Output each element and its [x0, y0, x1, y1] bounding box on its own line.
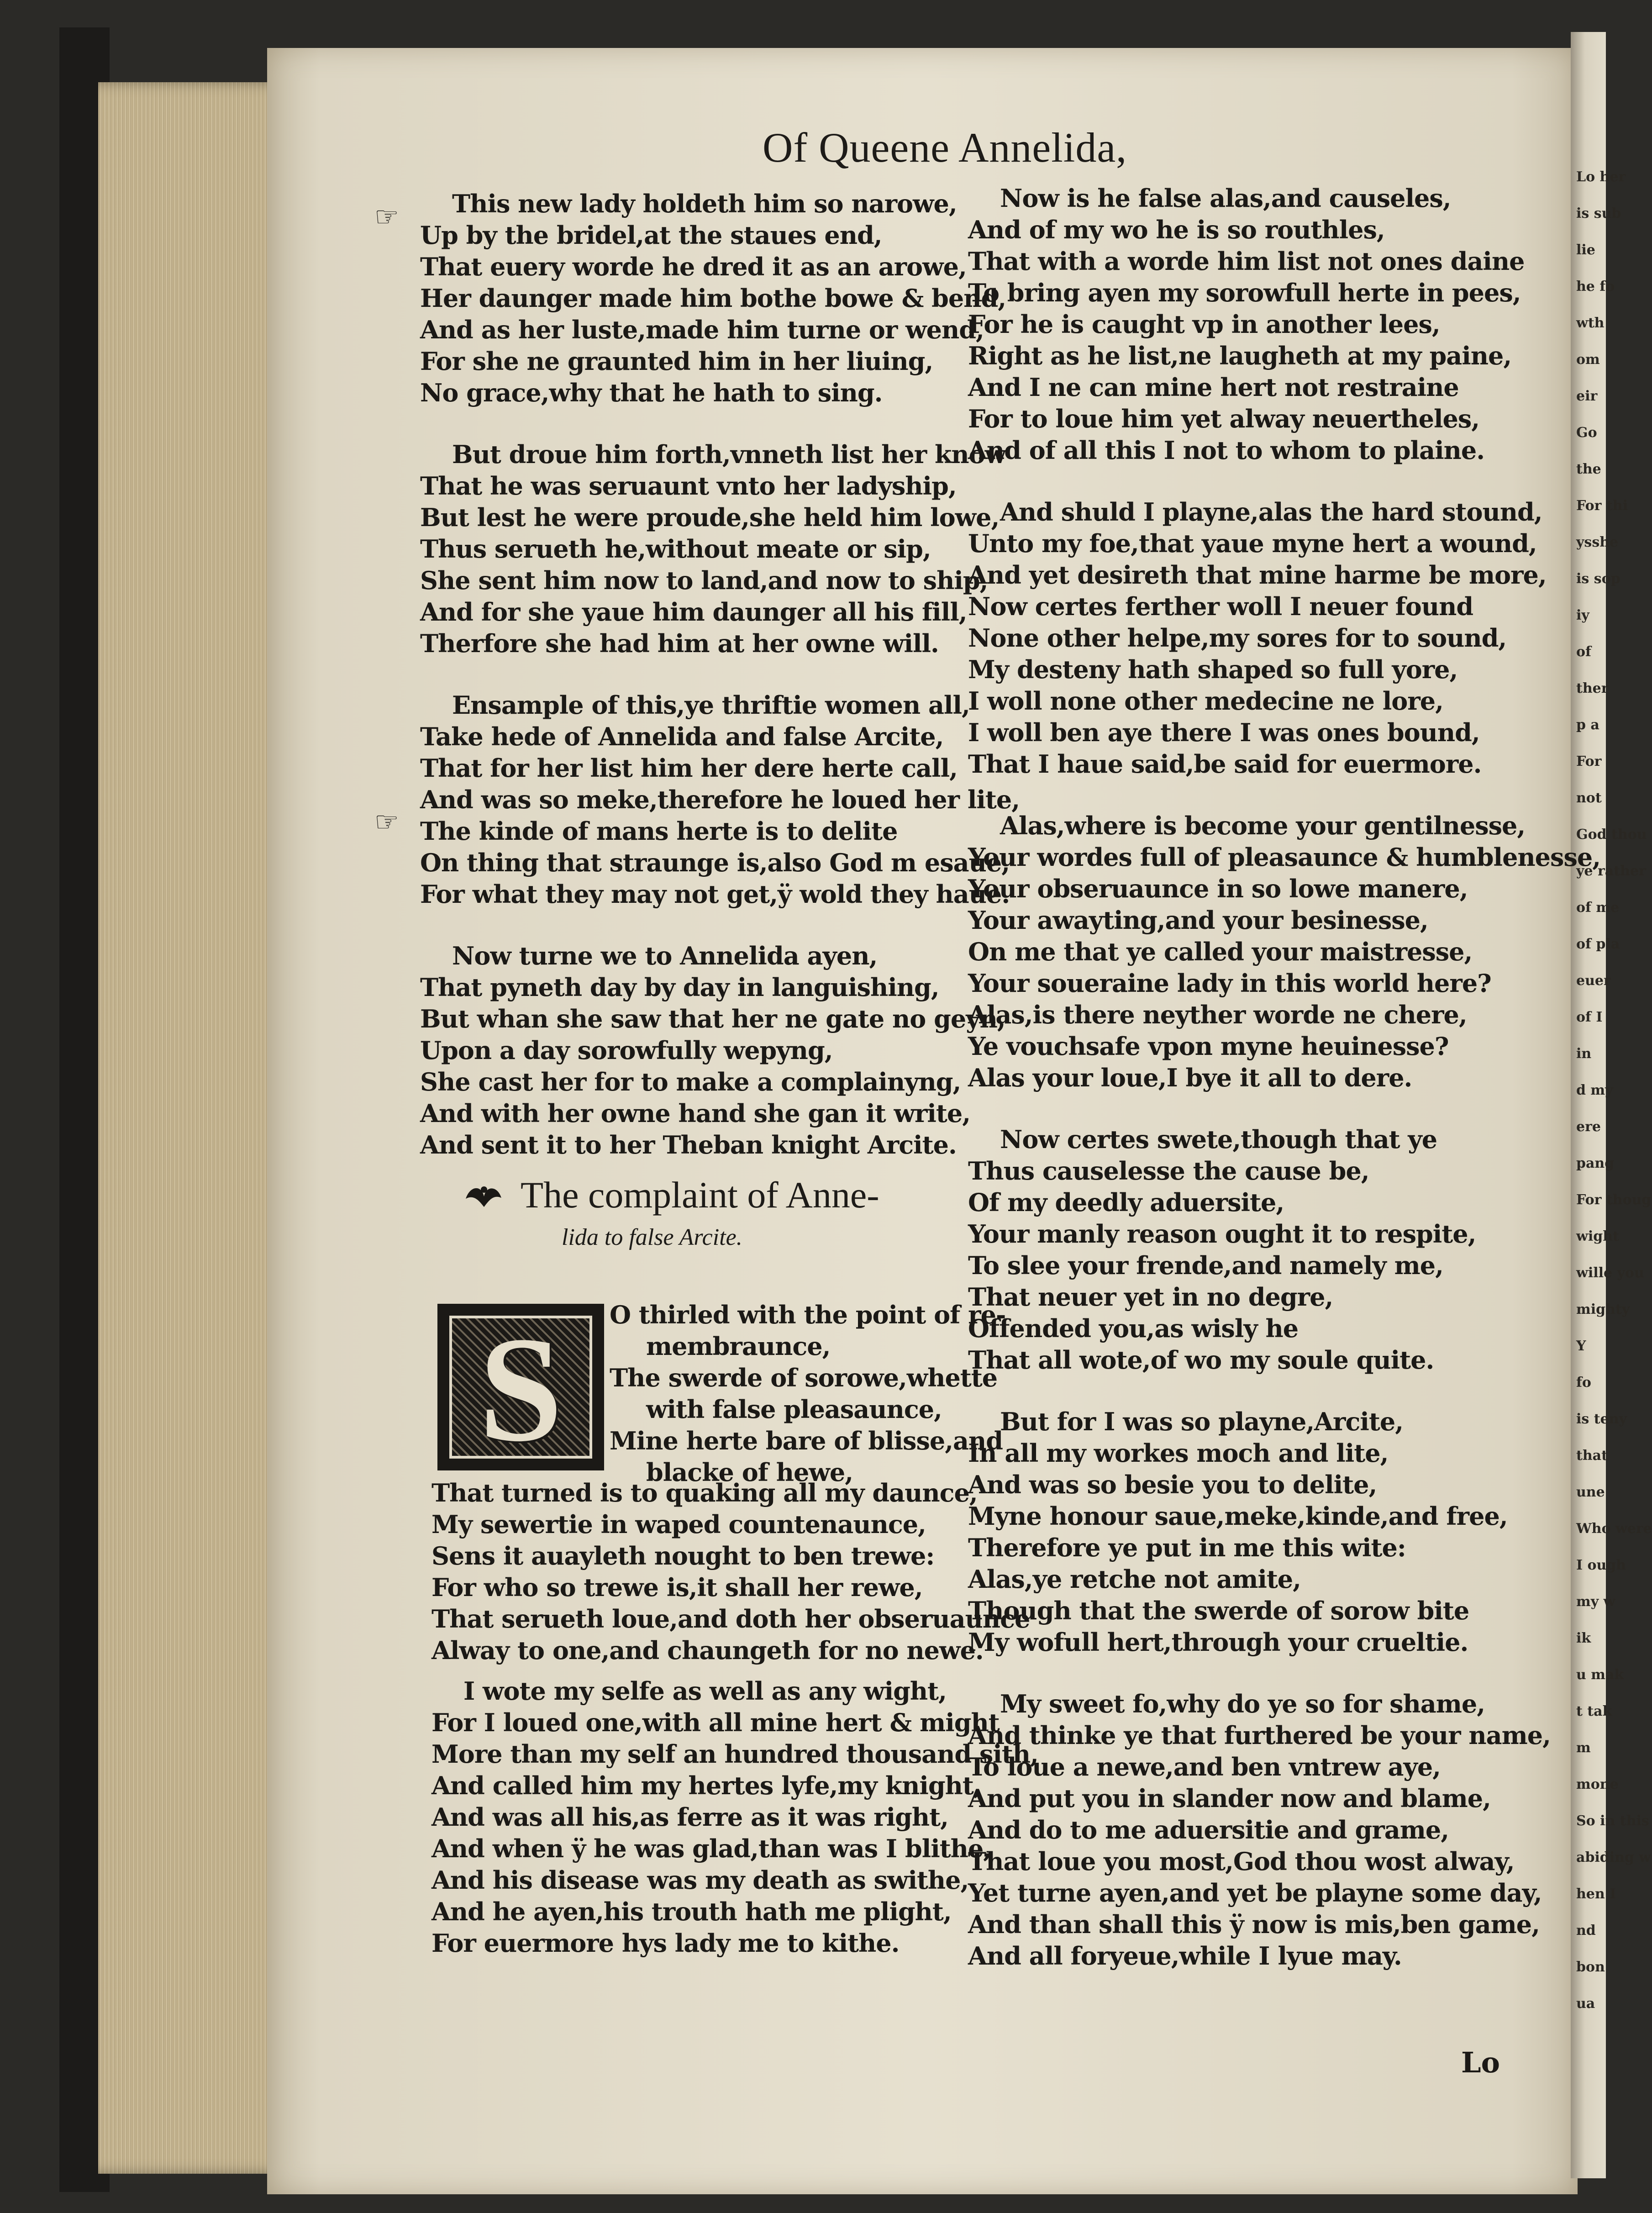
verse-line: Now certes ferther woll I neuer found — [968, 592, 1473, 621]
verse-line: And I ne can mine hert not restraine — [968, 373, 1459, 402]
bleed-fragment: euer — [1576, 973, 1611, 989]
verse-line: And thinke ye that furthered be your name, — [968, 1721, 1551, 1750]
bleed-fragment: ik — [1576, 1630, 1591, 1646]
verse-line: For what they may not get,ÿ wold they haue. — [420, 880, 1010, 909]
bleed-fragment: in — [1576, 1046, 1592, 1062]
bleed-fragment: m — [1576, 1740, 1591, 1756]
page-edges — [98, 82, 290, 2174]
verse-line: But for I was so playne,Arcite, — [1000, 1407, 1403, 1436]
stanza — [420, 439, 1020, 659]
bleed-fragment: ye rather — [1576, 863, 1646, 879]
bleed-fragment: wille you — [1576, 1265, 1644, 1281]
verse-line: membraunce, — [646, 1332, 831, 1361]
verse-line: And he ayen,his trouth hath me plight, — [431, 1897, 952, 1926]
bleed-fragment: Go — [1576, 425, 1597, 441]
bleed-fragment: So in this — [1576, 1813, 1649, 1829]
verse-line: For who so trewe is,it shall her rewe, — [431, 1573, 923, 1602]
verse-line: But whan she saw that her ne gate no geyn, — [420, 1004, 1005, 1033]
verse-line: This new lady holdeth him so narowe, — [452, 189, 957, 218]
right-column — [968, 183, 1600, 2002]
bleed-fragment: is teny — [1576, 1411, 1627, 1427]
bleed-fragment: of pla — [1576, 936, 1620, 952]
running-header: Of Queene Annelida, — [763, 124, 1127, 171]
verse-line: Yet turne ayen,and yet be playne some day, — [968, 1878, 1542, 1907]
verse-line: And was so besie you to delite, — [968, 1470, 1377, 1499]
bleed-fragment: t tak — [1576, 1703, 1612, 1719]
verse-line: O thirled with the point of re- — [610, 1300, 1006, 1329]
bleed-fragment: u mak — [1576, 1667, 1624, 1683]
bleed-fragment: my w — [1576, 1594, 1615, 1610]
bleed-fragment: Who were — [1576, 1521, 1652, 1537]
bleed-fragment: For thi — [1576, 498, 1628, 514]
verse-line: My desteny hath shaped so full yore, — [968, 655, 1458, 684]
bleed-fragment: bon — [1576, 1959, 1605, 1975]
bleed-fragment: ysshe — [1576, 534, 1619, 550]
verse-line: The swerde of sorowe,whette — [610, 1363, 998, 1392]
verse-line: That pyneth day by day in languishing, — [420, 973, 939, 1002]
verse-line: For euermore hys lady me to kithe. — [431, 1928, 900, 1958]
verse-line: But droue him forth,vnneth list her know — [452, 440, 1006, 469]
bleed-fragment: I ough — [1576, 1557, 1626, 1573]
verse-line: And put you in slander now and blame, — [968, 1784, 1491, 1813]
bleed-fragment: pang — [1576, 1155, 1615, 1171]
decorated-initial: S — [437, 1304, 604, 1470]
verse-line: More than my self an hundred thousand sith, — [431, 1739, 1038, 1769]
verse-line: Therefore ye put in me this wite: — [968, 1533, 1406, 1562]
bleed-fragment: iy — [1576, 607, 1589, 623]
verse-line: Ensample of this,ye thriftie women all, — [452, 690, 970, 720]
bleed-fragment: not — [1576, 790, 1602, 806]
verse-line: Take hede of Annelida and false Arcite, — [420, 722, 944, 751]
verse-line: And of all this I not to whom to plaine. — [968, 436, 1484, 465]
verse-line: She sent him now to land,and now to ship, — [420, 566, 988, 595]
bleed-fragment: nd — [1576, 1923, 1596, 1939]
verse-line: That for her list him her dere herte call, — [420, 753, 958, 783]
complaint-subtitle: lida to false Arcite. — [562, 1224, 742, 1250]
complaint-stanzas — [431, 1477, 1038, 1989]
verse-line: And with her owne hand she gan it write, — [420, 1099, 971, 1128]
bleed-fragment: of I — [1576, 1009, 1603, 1025]
stanza — [420, 690, 1020, 910]
verse-line: To bring ayen my sorowfull herte in pees, — [968, 278, 1521, 307]
bleed-fragment: For thoug — [1576, 1192, 1652, 1208]
verse-line: For I loued one,with all mine hert & might — [431, 1708, 1000, 1737]
bleed-fragment: abiding w — [1576, 1849, 1651, 1865]
verse-line: Alway to one,and chaungeth for no newe. — [431, 1636, 984, 1665]
bleed-fragment: that — [1576, 1448, 1608, 1464]
verse-line: And as her luste,made him turne or wend, — [420, 315, 984, 344]
verse-line: Myne honour saue,meke,kinde,and free, — [968, 1502, 1508, 1531]
verse-line: To slee your frende,and namely me, — [968, 1251, 1443, 1280]
verse-line: Now certes swete,though that ye — [1000, 1125, 1437, 1154]
verse-line: Though that the swerde of sorow bite — [968, 1596, 1469, 1625]
verse-line: For she ne graunted him in her liuing, — [420, 347, 933, 376]
bleed-fragment: une — [1576, 1484, 1605, 1500]
bleed-fragment: of me — [1576, 900, 1620, 916]
verse-line: Therfore she had him at her owne will. — [420, 629, 939, 658]
stanza — [968, 810, 1600, 1094]
verse-line: Alas,ye retche not amite, — [968, 1565, 1301, 1594]
verse-line: Your wordes full of pleasaunce & humblenesse, — [968, 843, 1600, 872]
complaint-title: The complaint of Anne- — [521, 1174, 879, 1216]
stanza — [968, 1406, 1600, 1658]
bleed-fragment: ere — [1576, 1119, 1601, 1135]
verse-line: That all wote,of wo my soule quite. — [968, 1345, 1434, 1375]
verse-line: And all foryeue,while I lyue may. — [968, 1941, 1402, 1971]
fleuron-ornament-icon — [461, 1180, 505, 1212]
verse-line: No grace,why that he hath to sing. — [420, 378, 883, 407]
verse-line: That neuer yet in no degre, — [968, 1282, 1333, 1312]
verse-line: But lest he were proude,she held him lowe, — [420, 503, 1000, 532]
stanza — [431, 1676, 1038, 1959]
verse-line: My sweet fo,why do ye so for shame, — [1000, 1689, 1485, 1718]
verse-line: Alas your loue,I bye it all to dere. — [968, 1063, 1412, 1092]
verse-line: And was so meke,therefore he loued her lite, — [420, 785, 1020, 814]
stanza — [968, 496, 1600, 780]
bleed-fragment: mone — [1576, 1776, 1619, 1792]
bleed-fragment: mighty — [1576, 1301, 1630, 1317]
verse-line: Right as he list,ne laugheth at my paine, — [968, 341, 1512, 370]
verse-line: My wofull hert,through your crueltie. — [968, 1628, 1468, 1657]
verse-line: with false pleasaunce, — [646, 1395, 942, 1424]
verse-line: And when ÿ he was glad,than was I blithe, — [431, 1834, 992, 1863]
verse-line: I woll ben aye there I was ones bound, — [968, 718, 1480, 747]
bleed-fragment: Lo her — [1576, 169, 1626, 185]
verse-line: That euery worde he dred it as an arowe, — [420, 252, 967, 281]
verse-line: That loue you most,God thou wost alway, — [968, 1847, 1515, 1876]
verse-line: That he was seruaunt vnto her ladyship, — [420, 471, 957, 501]
bleed-fragment: Y — [1576, 1338, 1586, 1354]
verse-line: Alas,is there neyther worde ne chere, — [968, 1000, 1467, 1029]
verse-line: She cast her for to make a complainyng, — [420, 1067, 961, 1096]
verse-line: And for she yaue him daunger all his fill, — [420, 597, 967, 627]
verse-line: Mine herte bare of blisse,and — [610, 1426, 1003, 1455]
verse-line: Your obseruaunce in so lowe manere, — [968, 874, 1468, 903]
verse-line: Unto my foe,that yaue myne hert a wound, — [968, 529, 1537, 558]
stanza — [968, 1688, 1600, 1972]
verse-line: Her daunger made him bothe bowe & bend, — [420, 284, 1006, 313]
bleed-fragment: is sub — [1576, 205, 1621, 221]
stanza — [431, 1477, 1038, 1666]
verse-line: And was all his,as ferre as it was right, — [431, 1802, 948, 1832]
verse-line: And his disease was my death as swithe, — [431, 1865, 969, 1895]
verse-line: That I haue said,be said for euermore. — [968, 749, 1482, 779]
signature-mark: Lo — [1461, 2046, 1500, 2079]
verse-line: Offended you,as wisly he — [968, 1314, 1299, 1343]
verse-line: And yet desireth that mine harme be more, — [968, 560, 1547, 590]
verse-line: Alas,where is become your gentilnesse, — [1000, 811, 1526, 840]
pointing-hand-icon: ☞ — [374, 806, 399, 838]
verse-line: The kinde of mans herte is to delite — [420, 817, 898, 846]
verse-line: I woll none other medecine ne lore, — [968, 686, 1443, 716]
verse-line: I wote my selfe as well as any wight, — [463, 1676, 947, 1706]
verse-line: In all my workes moch and lite, — [968, 1438, 1389, 1468]
bleed-fragment: God thou — [1576, 827, 1647, 843]
bleed-fragment: hen I — [1576, 1886, 1616, 1902]
bleed-fragment: For — [1576, 753, 1602, 769]
verse-line: Thus causelesse the cause be, — [968, 1156, 1369, 1186]
bleed-fragment: d my — [1576, 1082, 1613, 1098]
verse-line: On me that ye called your maistresse, — [968, 937, 1473, 966]
verse-line: And do to me aduersitie and grame, — [968, 1815, 1449, 1844]
verse-line: blacke of hewe, — [646, 1458, 853, 1487]
verse-line: Now turne we to Annelida ayen, — [452, 941, 878, 970]
verse-line: Of my deedly aduersite, — [968, 1188, 1284, 1217]
stanza — [420, 188, 1020, 409]
verse-line: Sens it auayleth nought to ben trewe: — [431, 1541, 935, 1570]
verse-line: On thing that straunge is,also God m esaue, — [420, 848, 1010, 877]
verse-line: My sewertie in waped countenaunce, — [431, 1510, 926, 1539]
verse-line: None other helpe,my sores for to sound, — [968, 623, 1507, 653]
stanza — [968, 183, 1600, 466]
verse-line: And than shall this ÿ now is mis,ben game, — [968, 1910, 1540, 1939]
initial-wrap-lines — [610, 1299, 1005, 1488]
left-column — [420, 188, 1020, 1191]
verse-line: Now is he false alas,and causeles, — [1000, 184, 1451, 213]
bleed-fragment: the — [1576, 461, 1601, 477]
bleed-fragment: is sop — [1576, 571, 1620, 587]
verse-line: Your manly reason ought it to respite, — [968, 1219, 1476, 1249]
bleed-fragment: wth — [1576, 315, 1605, 331]
bleed-fragment: eir — [1576, 388, 1598, 404]
bleed-fragment: of — [1576, 644, 1591, 660]
verse-line: Thus serueth he,without meate or sip, — [420, 534, 931, 564]
bleed-fragment: p a — [1576, 717, 1599, 733]
bleed-fragment: fo — [1576, 1375, 1591, 1391]
bleed-fragment: om — [1576, 352, 1600, 368]
verse-line: And shuld I playne,alas the hard stound, — [1000, 497, 1542, 527]
verse-line: For he is caught vp in another lees, — [968, 310, 1440, 339]
stanza — [968, 1124, 1600, 1376]
stanza — [420, 940, 1020, 1161]
verse-line: Ye vouchsafe vpon myne heuinesse? — [968, 1032, 1449, 1061]
verse-line: That serueth loue,and doth her obseruaunce — [431, 1604, 1030, 1633]
verse-line: And sent it to her Theban knight Arcite. — [420, 1130, 957, 1159]
bleed-fragment: ther — [1576, 680, 1609, 696]
bleed-fragment: ua — [1576, 1996, 1595, 2012]
verse-line: To loue a newe,and ben vntrew aye, — [968, 1752, 1441, 1781]
verse-line: Up by the bridel,at the staues end, — [420, 221, 882, 250]
bleed-fragment: lie — [1576, 242, 1595, 258]
bleed-fragment: wight — [1576, 1228, 1619, 1244]
verse-line: That turned is to quaking all my daunce, — [431, 1478, 978, 1507]
verse-line: That with a worde him list not ones daine — [968, 247, 1525, 276]
verse-line: Your awayting,and your besinesse, — [968, 906, 1428, 935]
verse-line: For to loue him yet alway neuertheles, — [968, 404, 1480, 433]
verse-line: Upon a day sorowfully wepyng, — [420, 1036, 833, 1065]
pointing-hand-icon: ☞ — [374, 201, 399, 233]
verse-line: And of my wo he is so routhles, — [968, 215, 1385, 244]
bleed-fragment: he fo — [1576, 279, 1615, 295]
verse-line: And called him my hertes lyfe,my knight, — [431, 1771, 982, 1800]
verse-line: Your soueraine lady in this world here? — [968, 969, 1491, 998]
